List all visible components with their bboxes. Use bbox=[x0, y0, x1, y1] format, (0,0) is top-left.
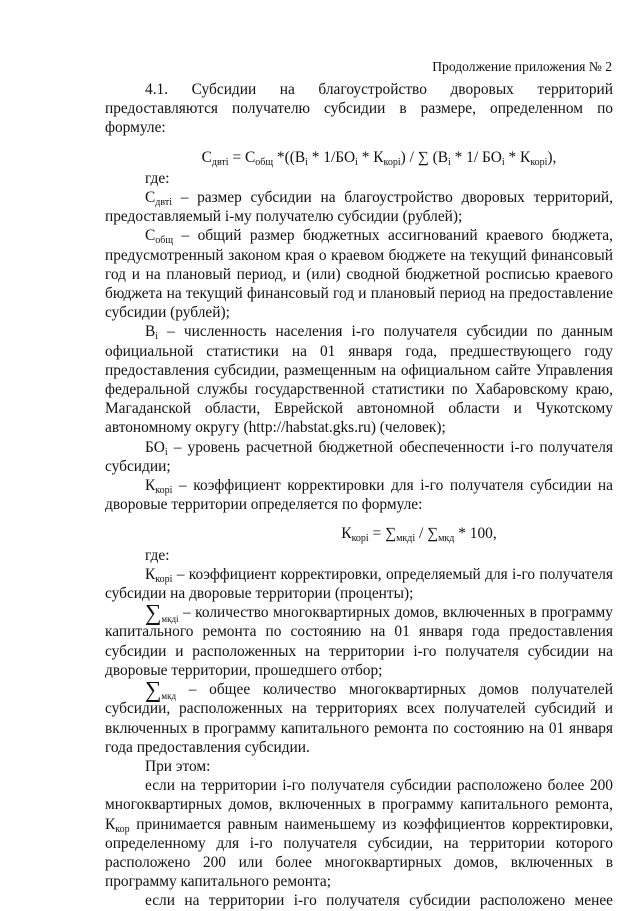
formula-symbol: * 1/ БО bbox=[450, 148, 502, 166]
def-text: – уровень расчетной бюджетной обеспеченности i-го получателя субсидии; bbox=[105, 438, 613, 475]
definition-c-dvt bbox=[105, 188, 613, 226]
formula-symbol: * 100, bbox=[454, 525, 497, 543]
formula-subscript: корi bbox=[383, 156, 401, 168]
def-symbol: С bbox=[145, 189, 156, 207]
cond-text: принимается равным наименьшему из коэффициентов корректировки, определенному для i-го получателя субсидии, на территории которого расположено 200 или более многоквартирных домов, включенных в программу капитального ремонта; bbox=[105, 815, 613, 891]
where-label: где: bbox=[145, 546, 170, 564]
def-text: – количество многоквартирных домов, включенных в программу капитального ремонта по состоянию на 01 января года предоставления субсидии и расположенных на территории i-го получателя субсидии на дворовые территории, прошедшего отбор; bbox=[105, 604, 613, 679]
cond-text: если на территории i-го получателя субсидии расположено более 200 многоквартирных домов, включенных в программу капитального ремонта, К bbox=[105, 777, 613, 833]
condition-less-than: если на территории i-го получателя субсидии расположено менее bbox=[145, 892, 613, 910]
def-text: – численность населения i-го получателя субсидии по данным официальной статистики на 01 января года, предшествующего году предоставления субсидии, размещенным на официальном сайте Управления федеральной службы государственной статистики по Хабаровскому краю, Магаданской области, Еврейской автономной области и Чукотскому автономному округу (http://habstat.gks.ru) (человек); bbox=[105, 323, 613, 437]
def-text: – коэффициент корректировки, определяемый для i-го получателя субсидии на дворовые территории (проценты); bbox=[105, 565, 613, 603]
formula-subscript: мкдi bbox=[396, 533, 416, 545]
def-subscript: мкдi bbox=[161, 614, 179, 625]
where-label: где: bbox=[145, 169, 170, 187]
def-subscript: общ bbox=[155, 235, 174, 247]
appendix-continuation-header: Продолжение приложения № 2 bbox=[432, 59, 612, 74]
formula-symbol: * К bbox=[504, 148, 531, 166]
formula-subscript: мкд bbox=[438, 533, 455, 545]
formula-symbol: * К bbox=[357, 148, 384, 166]
def-text: – общее количество многоквартирных домов получателей субсидии, расположенных на территориях всех получателей субсидий и включенных в программу капитального ремонта по состоянию на 01 января года предоставления субсидии. bbox=[105, 681, 613, 756]
formula-symbol: ), bbox=[547, 148, 557, 166]
formula-symbol: С bbox=[201, 148, 212, 166]
formula-symbol: = С bbox=[228, 148, 256, 166]
definition-sum-mkd bbox=[105, 677, 613, 757]
formula-subscript: i bbox=[501, 156, 505, 168]
def-symbol: С bbox=[145, 227, 156, 245]
def-subscript: мкд bbox=[161, 691, 177, 702]
subsidy-formula bbox=[145, 148, 613, 167]
formula-symbol: *((В bbox=[273, 148, 306, 166]
def-subscript: двтi bbox=[155, 197, 172, 209]
def-subscript: i bbox=[155, 331, 159, 343]
formula-subscript: i bbox=[447, 156, 451, 168]
def-subscript: корi bbox=[155, 573, 173, 585]
formula-symbol: К bbox=[341, 525, 352, 543]
def-text: – размер субсидии на благоустройство дворовых территорий, предоставляемый i-му получателю субсидии (рублей); bbox=[105, 189, 613, 226]
moreover-label: При этом: bbox=[145, 757, 211, 775]
definition-k bbox=[105, 476, 613, 514]
definition-k-correction bbox=[105, 565, 613, 603]
sum-symbol: ∑ bbox=[145, 600, 162, 626]
formula-symbol: ) / ∑ (В bbox=[400, 148, 448, 166]
formula-subscript: i bbox=[305, 156, 308, 168]
paragraph-4-1: 4.1. Субсидии на благоустройство дворовых территорий предоставляются получателю субсидии в размере, определенном по формуле: bbox=[105, 81, 613, 137]
definition-c-obsh bbox=[105, 226, 613, 322]
sum-symbol: ∑ bbox=[145, 677, 162, 703]
formula-symbol: / ∑ bbox=[415, 525, 439, 543]
formula-subscript: общ bbox=[255, 156, 274, 168]
def-subscript: i bbox=[164, 446, 168, 458]
document-body bbox=[105, 80, 613, 911]
formula-symbol: * 1/БО bbox=[307, 148, 356, 166]
def-symbol: К bbox=[145, 477, 156, 495]
cond-subscript: кор bbox=[115, 823, 130, 835]
def-text: – общий размер бюджетных ассигнований краевого бюджета, предусмотренный законом края о краевом бюджете на текущий финансовый год и на плановый период, и (или) сводной бюджетной росписью краевого бюджета на текущий финансовый год и плановый период на предоставление субсидии (рублей); bbox=[105, 227, 613, 322]
formula-symbol: = ∑ bbox=[368, 525, 397, 543]
definition-sum-mkdi bbox=[105, 600, 613, 680]
def-subscript: корi bbox=[155, 485, 173, 497]
formula-subscript: корi bbox=[530, 156, 548, 168]
def-text: – коэффициент корректировки для i-го получателя субсидии на дворовые территории определяется по формуле: bbox=[105, 477, 613, 514]
def-symbol: К bbox=[145, 565, 156, 583]
def-symbol: БО bbox=[145, 438, 165, 456]
definition-b bbox=[105, 322, 613, 437]
definition-bo bbox=[105, 438, 613, 476]
formula-subscript: двтi bbox=[211, 156, 229, 168]
correction-formula bbox=[105, 524, 613, 543]
condition-more-than-200 bbox=[105, 776, 613, 891]
formula-subscript: i bbox=[355, 156, 358, 168]
def-symbol: В bbox=[145, 323, 156, 341]
formula-subscript: корi bbox=[351, 533, 369, 545]
